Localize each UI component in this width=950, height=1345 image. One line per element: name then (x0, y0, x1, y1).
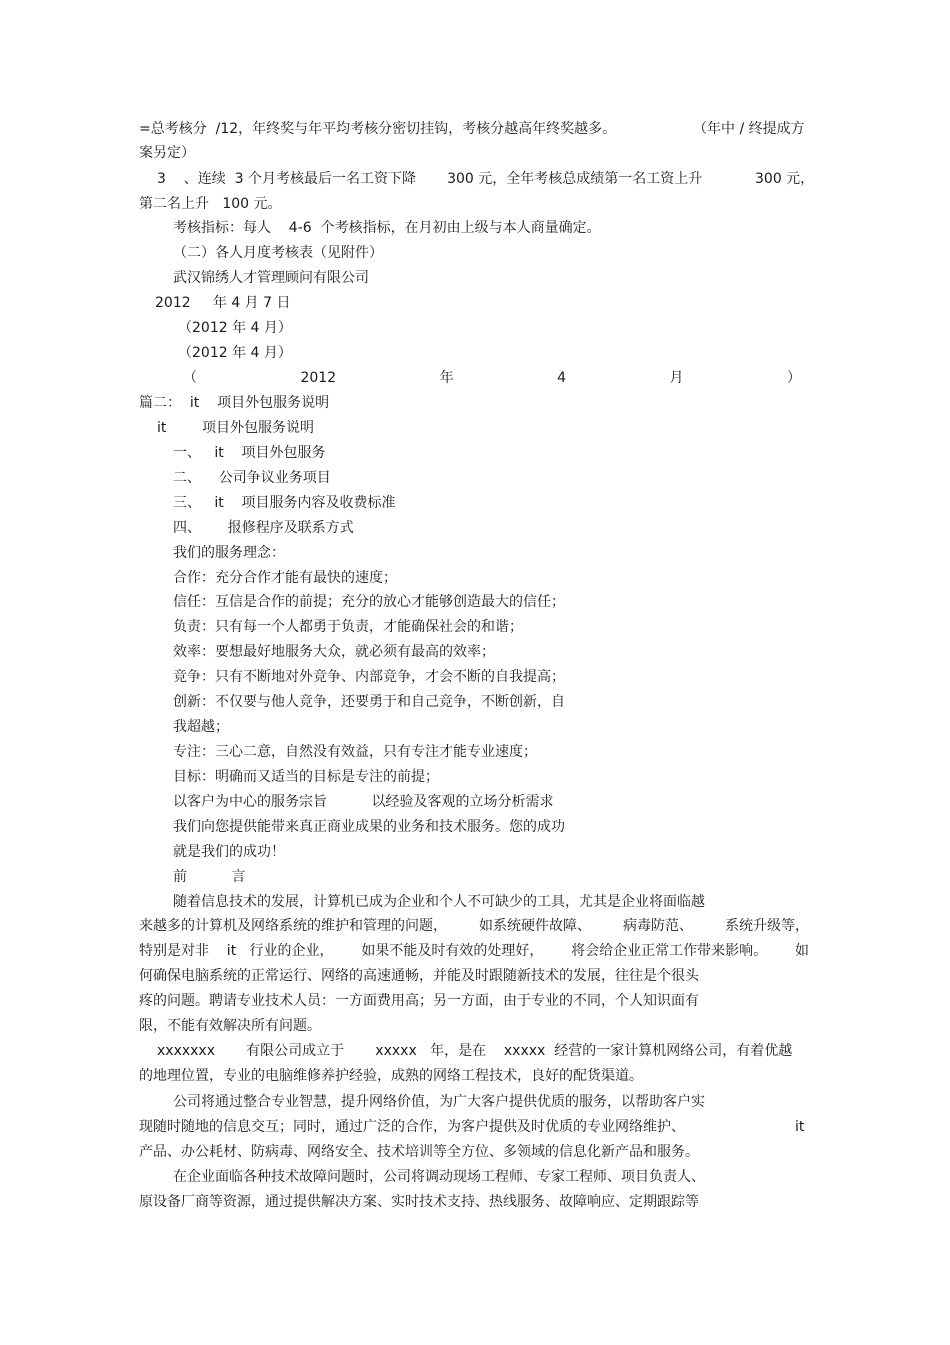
text-line: 公司将通过整合专业智慧，提升网络价值，为广大客户提供优质的服务，以帮助客户实 (173, 1094, 705, 1110)
text-line (139, 917, 809, 935)
text-fragment: 将会给企业正常工作带来影响。 (571, 943, 768, 959)
text-fragment: 4 (557, 370, 567, 386)
outline-item: 一、 it 项目外包服务 (173, 445, 326, 461)
text-fragment: 如果不能及时有效的处理好， (361, 943, 544, 959)
text-line: 原设备厂商等资源，通过提供解决方案、实时技术支持、热线服务、故障响应、定期跟踪等 (139, 1194, 699, 1210)
text-fragment: 月 (669, 370, 684, 386)
text-fragment: 病毒防范、 (623, 918, 693, 934)
text-line: 在企业面临各种技术故障问题时，公司将调动现场工程师、专家工程师、项目负责人、 (173, 1169, 705, 1185)
text-line: 的地理位置，专业的电脑维修养护经验，成熟的网络工程技术，良好的配货渠道。 (139, 1068, 643, 1084)
text-line: 案另定） (139, 145, 195, 161)
outline-item: 四、 报修程序及联系方式 (173, 520, 354, 536)
text-line (139, 942, 809, 960)
text-line: 限，不能有效解决所有问题。 (139, 1018, 321, 1034)
text-line: 负责：只有每一个人都勇于负责，才能确保社会的和谐； (173, 619, 523, 635)
text-fragment: 来越多的计算机及网络系统的维护和管理的问题， (139, 918, 447, 934)
date-line: （2012 年 4 月） (178, 345, 292, 361)
text-line: （年中 / 终提成方 (693, 121, 805, 137)
text-line: it 项目外包服务说明 (157, 420, 314, 436)
text-line: 我们的服务理念： (173, 545, 285, 561)
text-line: 300 元， (755, 171, 815, 187)
text-line: 合作：充分合作才能有最快的速度； (173, 570, 397, 586)
date-line: （2012 年 4 月） (178, 320, 292, 336)
text-line: it (795, 1119, 805, 1135)
outline-item: 三、 it 项目服务内容及收费标准 (173, 495, 396, 511)
text-line: 随着信息技术的发展，计算机已成为企业和个人不可缺少的工具，尤其是企业将面临越 (173, 894, 705, 910)
text-fragment: 年 (439, 370, 454, 386)
text-line: （二）各人月度考核表（见附件） (173, 245, 383, 261)
text-line: 我超越； (173, 719, 229, 735)
text-line: 竞争：只有不断地对外竞争、内部竞争，才会不断的自我提高； (173, 669, 565, 685)
text-fragment: 特别是对非 it 行业的企业， (139, 943, 334, 959)
text-line: 现随时随地的信息交互；同时，通过广泛的合作，为客户提供及时优质的专业网络维护、 (139, 1119, 685, 1135)
text-line: =总考核分 /12，年终奖与年平均考核分密切挂钩，考核分越高年终奖越多。 (139, 121, 617, 137)
text-line: 疼的问题。聘请专业技术人员：一方面费用高；另一方面，由于专业的不同，个人知识面有 (139, 993, 699, 1009)
date-line: 2012 年 4 月 7 日 (155, 295, 291, 311)
text-line: 创新：不仅要与他人竞争，还要勇于和自己竞争，不断创新，自 (173, 694, 565, 710)
outline-item: 二、 公司争议业务项目 (173, 470, 331, 486)
text-line: 第二名上升 100 元。 (139, 196, 282, 212)
text-fragment: 2012 (300, 370, 337, 386)
text-line: 就是我们的成功！ (173, 844, 285, 860)
text-fragment: 如系统硬件故障、 (479, 918, 591, 934)
text-line: xxxxxxx 有限公司成立于 xxxxx 年，是在 xxxxx 经营的一家计算机网络公司，有着优越 (157, 1043, 793, 1059)
text-line: 武汉锦绣人才管理顾问有限公司 (173, 270, 369, 286)
text-line: 产品、办公耗材、防病毒、网络安全、技术培训等全方位、多领域的信息化新产品和服务。 (139, 1144, 699, 1160)
text-line: 何确保电脑系统的正常运行、网络的高速通畅，并能及时跟随新技术的发展，往往是个很头 (139, 968, 699, 984)
text-line: 3 、连续 3 个月考核最后一名工资下降 300 元，全年考核总成绩第一名工资上升 (157, 171, 703, 187)
date-line-spread (183, 369, 801, 387)
text-fragment: 系统升级等， (725, 918, 809, 934)
text-fragment: 如 (794, 943, 809, 959)
text-line: 我们向您提供能带来真正商业成果的业务和技术服务。您的成功 (173, 819, 565, 835)
section-heading: 前 言 (173, 869, 246, 885)
text-fragment: ） (786, 370, 801, 386)
text-line: 目标：明确而又适当的目标是专注的前提； (173, 769, 439, 785)
text-line: 效率：要想最好地服务大众，就必须有最高的效率； (173, 644, 495, 660)
section-heading: 篇二： it 项目外包服务说明 (139, 395, 330, 411)
text-fragment: （ (183, 370, 197, 386)
text-line: 专注：三心二意，自然没有效益，只有专注才能专业速度； (173, 744, 537, 760)
text-line: 以客户为中心的服务宗旨 以经验及客观的立场分析需求 (173, 794, 554, 810)
text-line: 信任：互信是合作的前提；充分的放心才能够创造最大的信任； (173, 594, 565, 610)
text-line: 考核指标：每人 4-6 个考核指标，在月初由上级与本人商量确定。 (173, 220, 601, 236)
